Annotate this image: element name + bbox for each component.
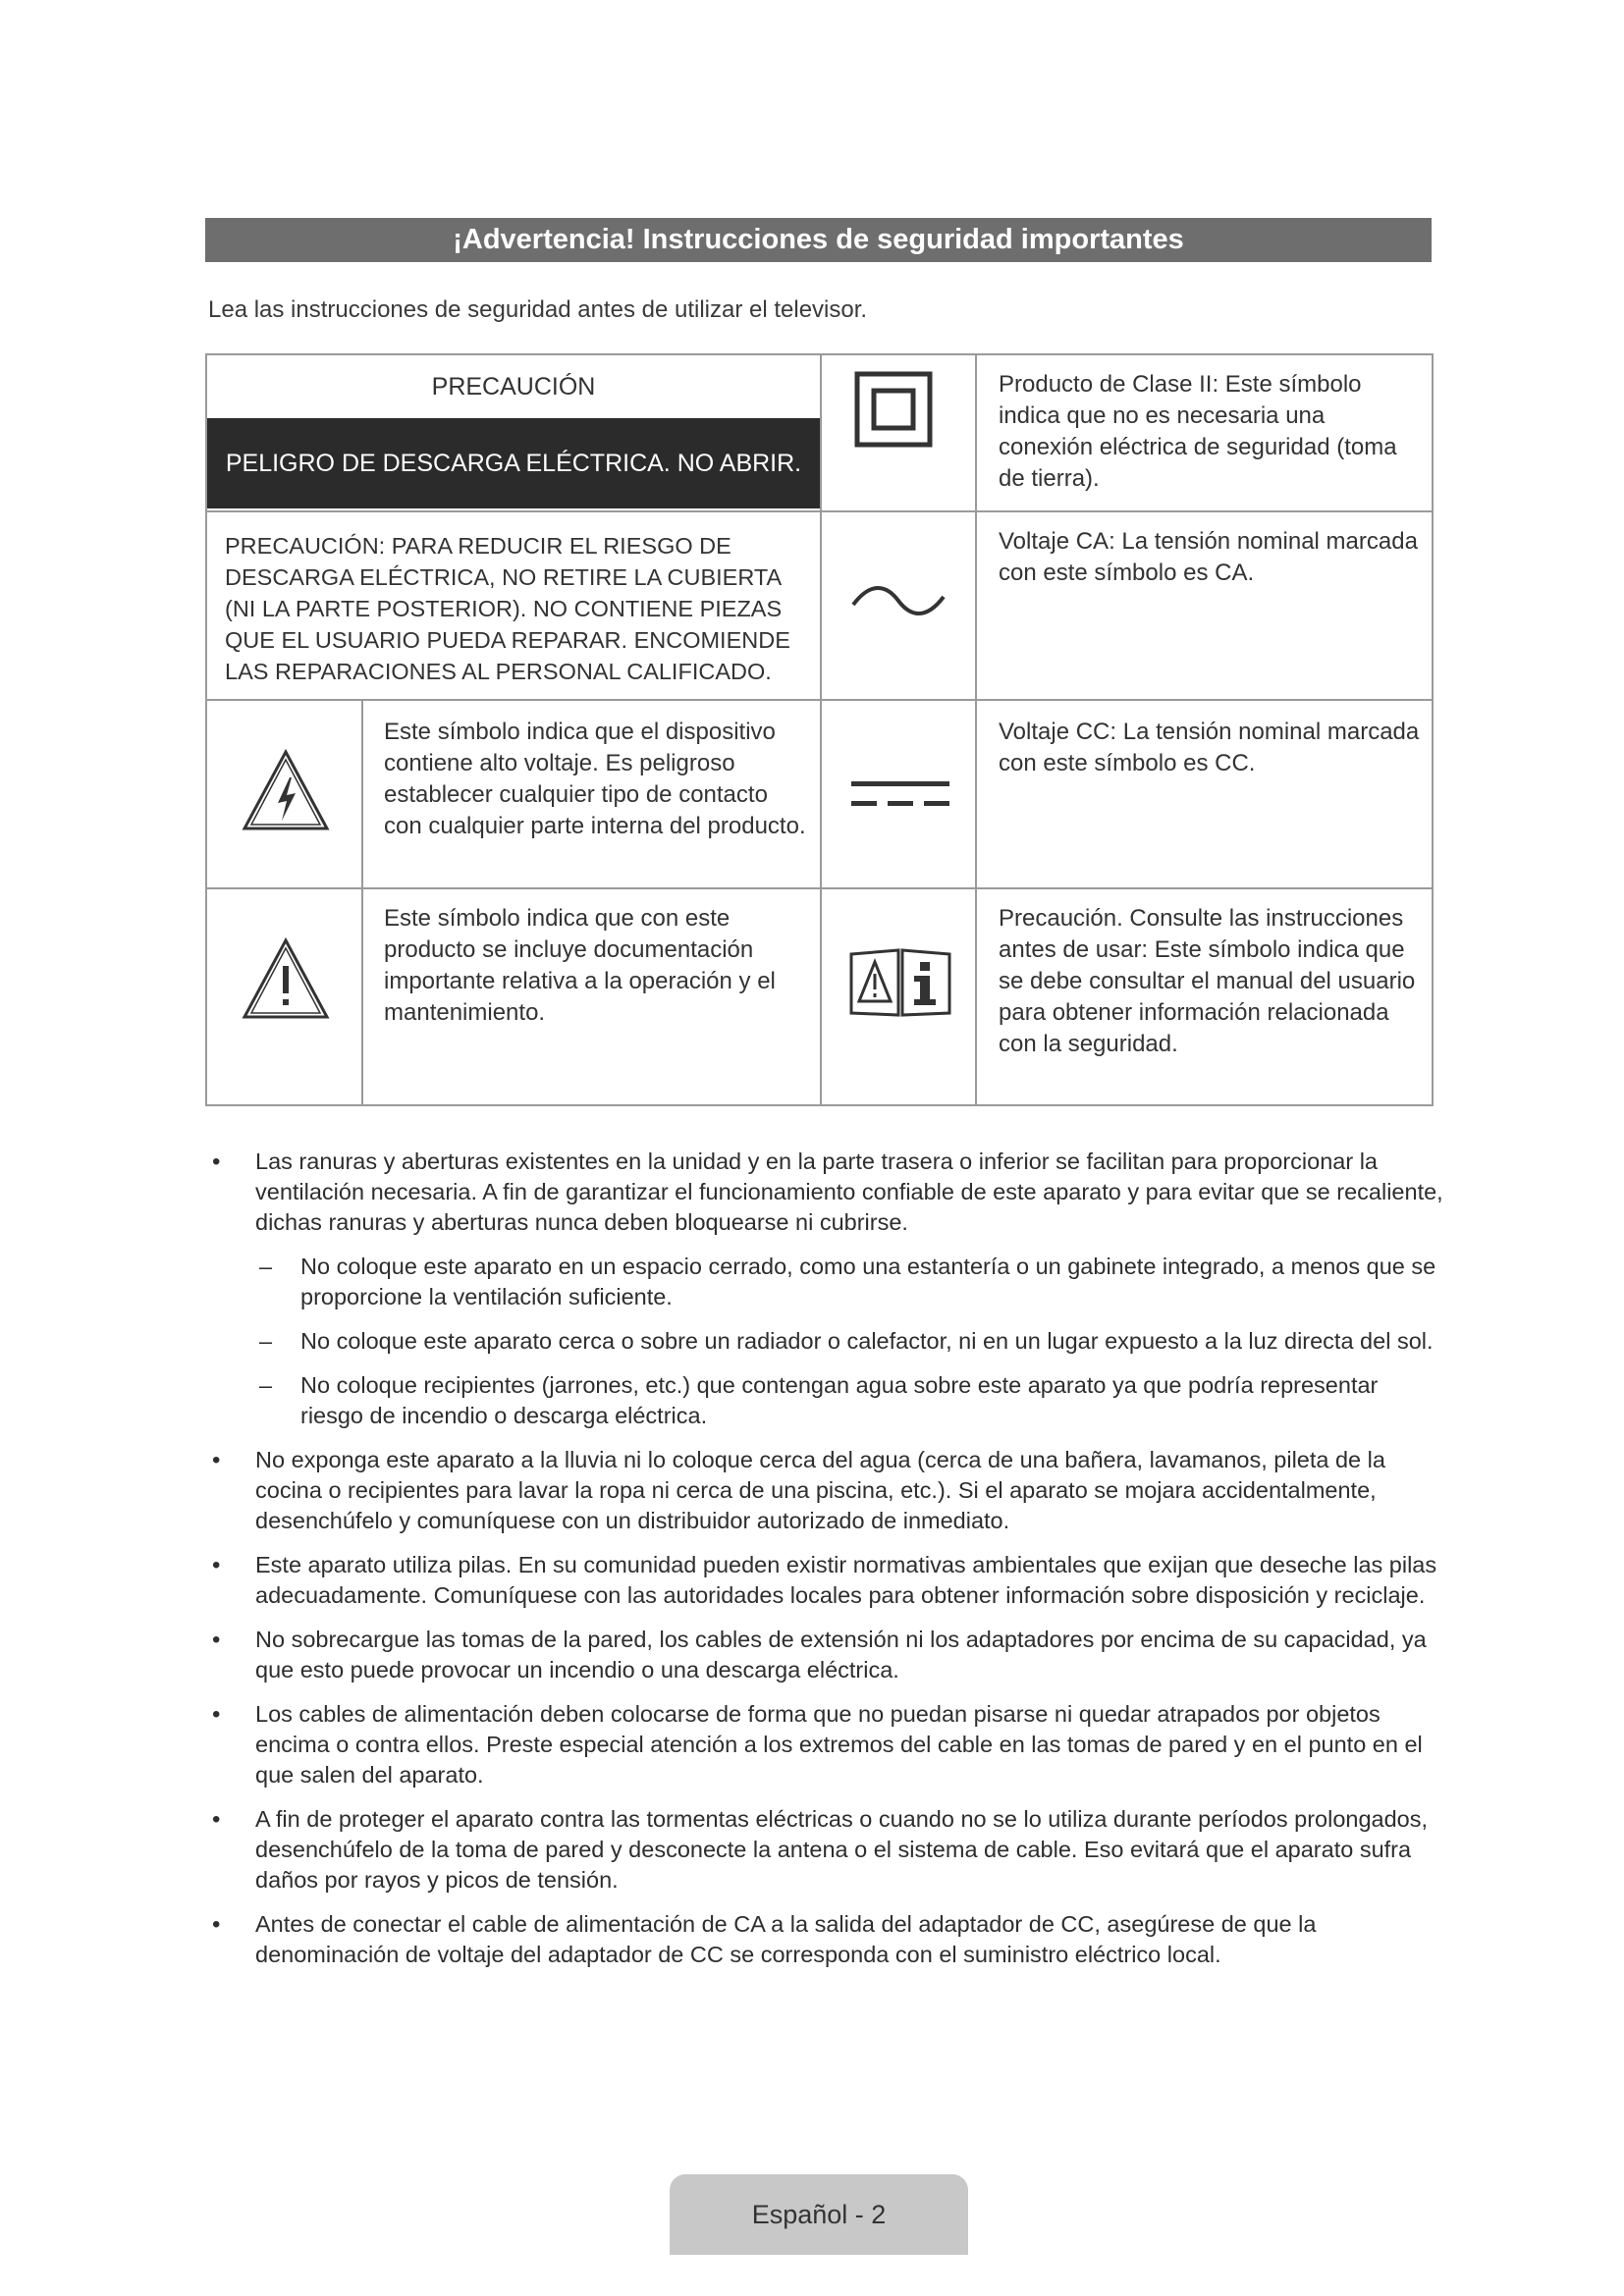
attention-warning-icon [241,936,331,1026]
high-voltage-description: Este símbolo indica que el dispositivo contiene alto voltaje. Es peligroso establecer cualquier tipo de contacto con cualquier parte interna del producto. [384,719,806,839]
list-item: • No sobrecargue las tomas de la pared, los cables de extensión ni los adaptadores por encima de su capacidad, ya que esto puede provocar un incendio o una descarga eléctrica. [206,1625,1443,1685]
safety-symbols-table [205,353,1434,1106]
dc-voltage-description: Voltaje CC: La tensión nominal marcada con este símbolo es CC. [999,719,1420,776]
consult-manual-icon [847,944,953,1024]
list-item: • A fin de proteger el aparato contra las tormentas eléctricas o cuando no se lo utiliza durante períodos prolongados, desenchúfelo de la toma de pared y desconecte la antena o el sistema de cable. Eso evitará que el aparato sufra daños por rayos y picos de tensión. [206,1804,1443,1896]
ac-voltage-icon [849,581,947,625]
documentation-description: Este símbolo indica que con este producto se incluye documentación importante relativa a la operación y el mantenimiento. [384,905,776,1026]
high-voltage-warning-icon [241,748,331,837]
sub-bullet-list [255,1252,1443,1431]
list-item: – No coloque este aparato cerca o sobre un radiador o calefactor, ni en un lugar expuesto a la luz directa del sol. [255,1326,1443,1357]
list-item: • Este aparato utiliza pilas. En su comunidad pueden existir normativas ambientales que exijan que deseche las pilas adecuadamente. Comuníquese con las autoridades locales para obtener información sobre disposición y reciclaje. [206,1550,1443,1611]
list-item: – No coloque recipientes (jarrones, etc.) que contengan agua sobre este aparato ya que podría representar riesgo de incendio o descarga eléctrica. [255,1370,1443,1431]
list-item: • Las ranuras y aberturas existentes en la unidad y en la parte trasera o inferior se facilitan para proporcionar la ventilación necesaria. A fin de garantizar el funcionamiento confiable de este aparato y para evitar que se recaliente, dichas ranuras y aberturas nunca deben bloquearse ni cubrirse. – No coloque este aparato en un espacio cerrado, como una estantería o un gabinete integrado, a menos que se proporcione la ventilación suficiente. – No coloque este aparato cerca o sobre un radiador o calefactor, ni en un lugar expuesto a la luz directa del sol. – No coloque recipientes (jarrones, etc.) que contengan agua sobre este aparato ya que podría representar riesgo de incendio o descarga eléctrica. [206,1147,1443,1431]
safety-bullet-list [206,1147,1443,1984]
caution-heading: PRECAUCIÓN [431,373,596,400]
class-ii-double-square-icon [854,371,933,453]
caution-text: PRECAUCIÓN: PARA REDUCIR EL RIESGO DE DESCARGA ELÉCTRICA, NO RETIRE LA CUBIERTA (NI LA PARTE POSTERIOR). NO CONTIENE PIEZAS QUE EL USUARIO PUEDA REPARAR. ENCOMIENDE LAS REPARACIONES AL PERSONAL CALIFICADO. [225,533,790,684]
class-ii-description: Producto de Clase II: Este símbolo indica que no es necesaria una conexión eléctrica de seguridad (toma de tierra). [999,371,1397,492]
list-item: • No exponga este aparato a la lluvia ni lo coloque cerca del agua (cerca de una bañera, lavamanos, pileta de la cocina o recipientes para lavar la ropa ni cerca de una piscina, etc.). Si el aparato se mojara accidentalmente, desenchúfelo y comuníquese con un distribuidor autorizado de inmediato. [206,1445,1443,1536]
section-title: ¡Advertencia! Instrucciones de seguridad importantes [205,218,1432,262]
list-item: – No coloque este aparato en un espacio cerrado, como una estantería o un gabinete integrado, a menos que se proporcione la ventilación suficiente. [255,1252,1443,1312]
list-item: • Los cables de alimentación deben colocarse de forma que no puedan pisarse ni quedar atrapados por objetos encima o contra ellos. Preste especial atención a los extremos del cable en las tomas de pared y en el punto en el que salen del aparato. [206,1699,1443,1790]
intro-text: Lea las instrucciones de seguridad antes de utilizar el televisor. [208,296,868,323]
consult-manual-description: Precaución. Consulte las instrucciones antes de usar: Este símbolo indica que se debe consultar el manual del usuario para obtener información relacionada con la seguridad. [999,905,1416,1057]
dc-voltage-icon [849,777,951,816]
ac-voltage-description: Voltaje CA: La tensión nominal marcada con este símbolo es CA. [999,528,1418,586]
danger-banner: PELIGRO DE DESCARGA ELÉCTRICA. NO ABRIR. [207,418,820,508]
list-item: • Antes de conectar el cable de alimentación de CA a la salida del adaptador de CC, asegúrese de que la denominación de voltaje del adaptador de CC se corresponda con el suministro eléctrico local. [206,1909,1443,1970]
page-number: Español - 2 [670,2174,968,2255]
